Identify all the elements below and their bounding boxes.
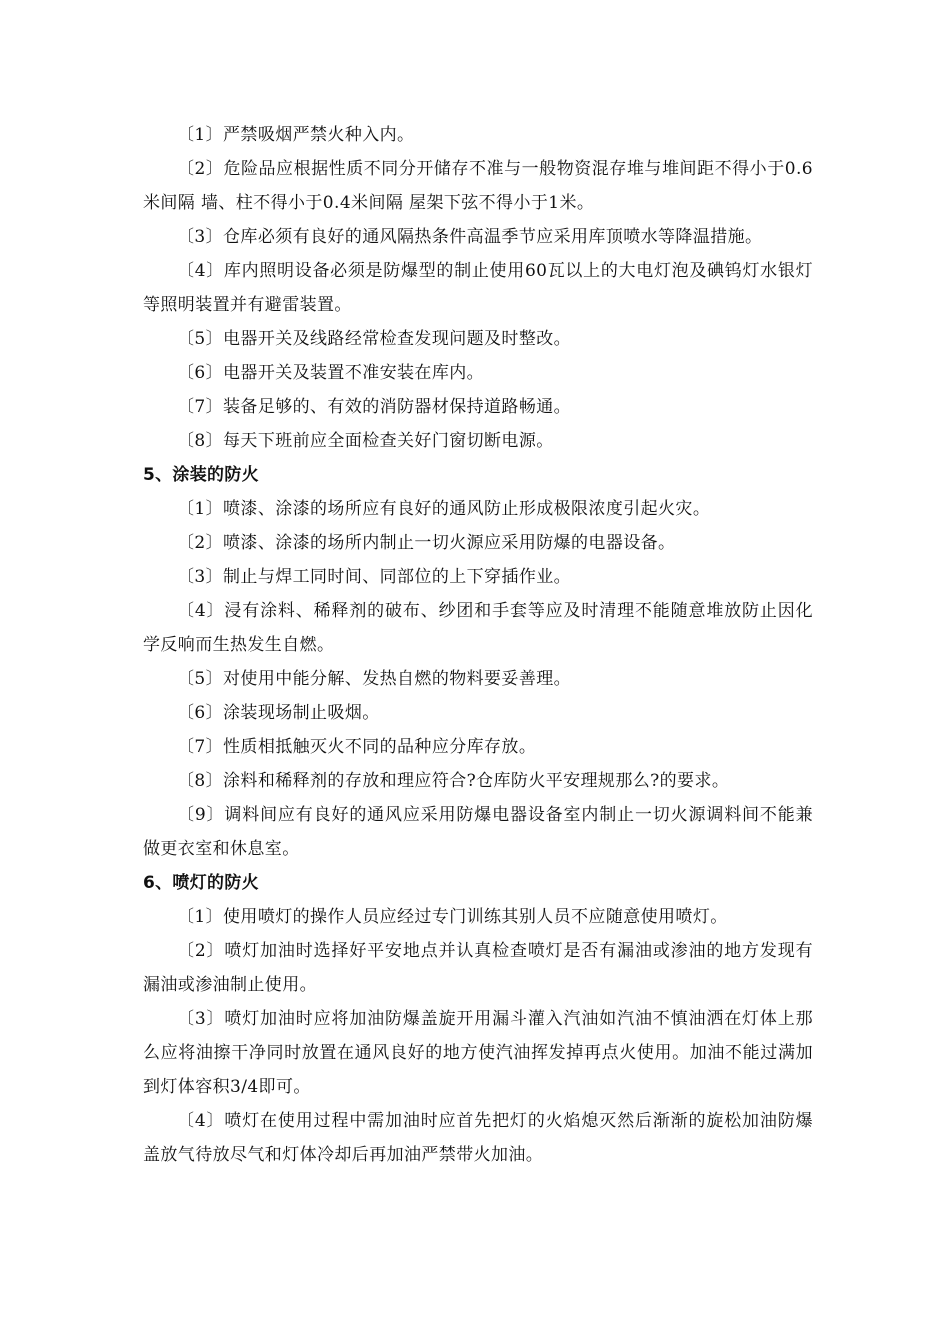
warehouse-rule-4: 〔4〕库内照明设备必须是防爆型的制止使用60瓦以上的大电灯泡及碘钨灯水银灯等照明装置并有避雷装置。 [143,261,813,315]
coating-rule-4: 〔4〕浸有涂料、稀释剂的破布、纱团和手套等应及时清理不能随意堆放防止因化学反响而生热发生自燃。 [143,601,813,655]
document-body [143,118,813,1172]
coating-rule-3: 〔3〕制止与焊工同时间、同部位的上下穿插作业。 [177,567,572,587]
coating-rule-6: 〔6〕涂装现场制止吸烟。 [177,703,380,723]
warehouse-rule-6: 〔6〕电器开关及装置不准安装在库内。 [177,363,485,383]
coating-rule-9: 〔9〕调料间应有良好的通风应采用防爆电器设备室内制止一切火源调料间不能兼做更衣室和休息室。 [143,805,813,859]
coating-rule-1: 〔1〕喷漆、涂漆的场所应有良好的通风防止形成极限浓度引起火灾。 [177,499,711,519]
warehouse-rule-8: 〔8〕每天下班前应全面检查关好门窗切断电源。 [177,431,554,451]
coating-rule-2: 〔2〕喷漆、涂漆的场所内制止一切火源应采用防爆的电器设备。 [177,533,676,553]
section-heading-coating: 5、涂装的防火 [143,465,259,485]
warehouse-rule-3: 〔3〕仓库必须有良好的通风隔热条件高温季节应采用库顶喷水等降温措施。 [177,227,763,247]
coating-rule-8: 〔8〕涂料和稀释剂的存放和理应符合?仓库防火平安理规那么?的要求。 [177,771,730,791]
blowtorch-rule-4: 〔4〕喷灯在使用过程中需加油时应首先把灯的火焰熄灭然后渐渐的旋松加油防爆盖放气待放尽气和灯体冷却后再加油严禁带火加油。 [143,1111,813,1165]
blowtorch-rule-3: 〔3〕喷灯加油时应将加油防爆盖旋开用漏斗灌入汽油如汽油不慎油洒在灯体上那么应将油擦干净同时放置在通风良好的地方使汽油挥发掉再点火使用。加油不能过满加到灯体容积3/4即可。 [143,1009,813,1097]
warehouse-rule-5: 〔5〕电器开关及线路经常检查发现问题及时整改。 [177,329,572,349]
warehouse-rule-7: 〔7〕装备足够的、有效的消防器材保持道路畅通。 [177,397,572,417]
blowtorch-rule-1: 〔1〕使用喷灯的操作人员应经过专门训练其别人员不应随意使用喷灯。 [177,907,728,927]
coating-rule-5: 〔5〕对使用中能分解、发热自燃的物料要妥善理。 [177,669,572,689]
blowtorch-rule-2: 〔2〕喷灯加油时选择好平安地点并认真检查喷灯是否有漏油或渗油的地方发现有漏油或渗油制止使用。 [143,941,813,995]
warehouse-rule-2: 〔2〕危险品应根据性质不同分开储存不准与一般物资混存堆与堆间距不得小于0.6米间隔 墙、柱不得小于0.4米间隔 屋架下弦不得小于1米。 [143,159,813,213]
section-heading-blowtorch: 6、喷灯的防火 [143,873,259,893]
warehouse-rule-1: 〔1〕严禁吸烟严禁火种入内。 [177,125,415,145]
coating-rule-7: 〔7〕性质相抵触灭火不同的品种应分库存放。 [177,737,537,757]
